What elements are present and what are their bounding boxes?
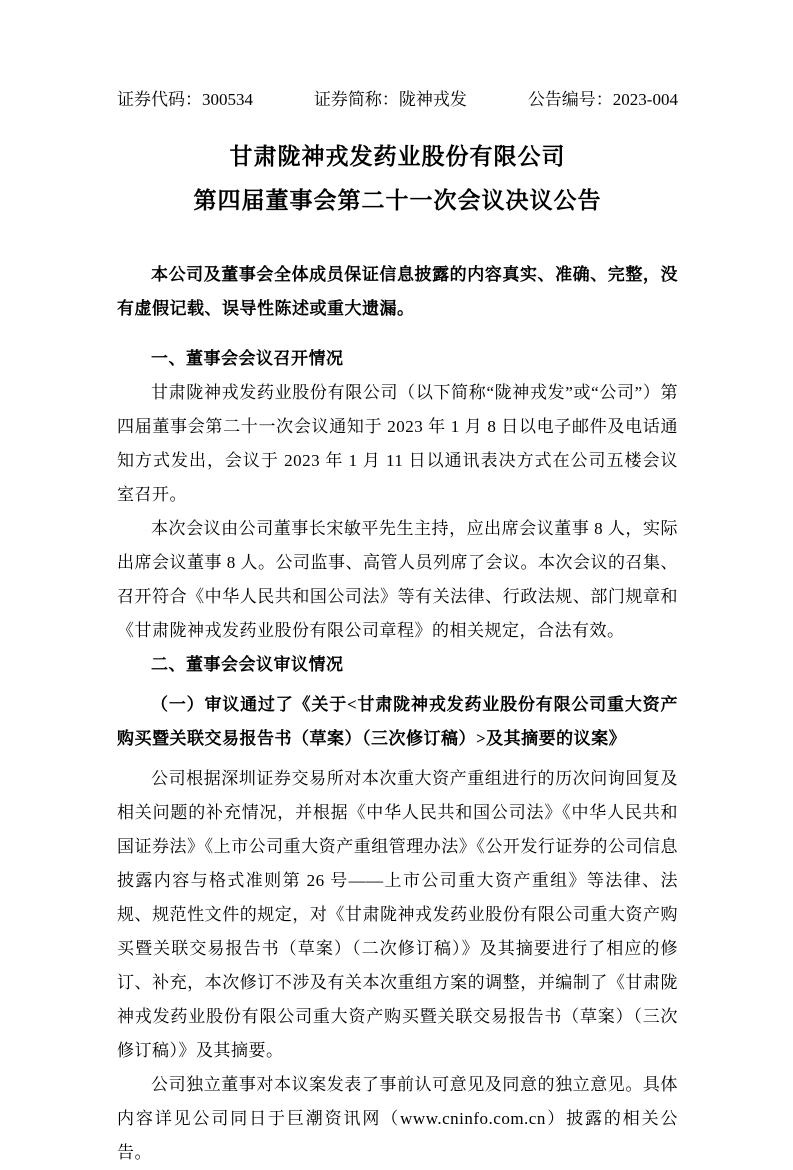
paragraph-meeting-notice: 甘肃陇神戎发药业股份有限公司（以下简称“陇神戎发”或“公司”）第四届董事会第二十一次会议通知于 2023 年 1 月 8 日以电子邮件及电话通知方式发出，会议于 2023 年 1 月 11 日以通讯表决方式在公司五楼会议室召开。	[117, 383, 678, 504]
section-heading-meeting-convening: 一、董事会会议召开情况	[151, 349, 344, 368]
stock-code-label: 证券代码：300534	[117, 90, 253, 109]
disclosure-statement: 本公司及董事会全体成员保证信息披露的内容真实、准确、完整，没有虚假记载、误导性陈述或重大遗漏。	[117, 265, 678, 318]
subheading-resolution-item-1: （一）审议通过了《关于<甘肃陇神戎发药业股份有限公司重大资产购买暨关联交易报告书（草案）（三次修订稿）>及其摘要的议案》	[117, 695, 678, 748]
paragraph-independent-directors-opinion: 公司独立董事对本议案发表了事前认可意见及同意的独立意见。具体内容详见公司同日于巨潮资讯网（www.cninfo.com.cn）披露的相关公告。	[117, 1075, 678, 1162]
meeting-resolution-title: 第四届董事会第二十一次会议决议公告	[193, 188, 602, 213]
paragraph-meeting-attendance: 本次会议由公司董事长宋敏平先生主持，应出席会议董事 8 人，实际出席会议董事 8 人。公司监事、高管人员列席了会议。本次会议的召集、召开符合《中华人民共和国公司法》等有关法律、行政法规、部门规章和《甘肃陇神戎发药业股份有限公司章程》的相关规定，合法有效。	[117, 519, 678, 640]
company-name-title: 甘肃陇神戎发药业股份有限公司	[229, 144, 566, 169]
announcement-number-label: 公告编号：2023-004	[527, 90, 678, 109]
document-header	[117, 88, 678, 112]
section-heading-deliberation: 二、董事会会议审议情况	[151, 655, 344, 674]
paragraph-report-revision: 公司根据深圳证券交易所对本次重大资产重组进行的历次问询回复及相关问题的补充情况，并根据《中华人民共和国公司法》《中华人民共和国证券法》《上市公司重大资产重组管理办法》《公开发行证券的公司信息披露内容与格式准则第 26 号——上市公司重大资产重组》等法律、法规、规范性文件的规定，对《甘肃陇神戎发药业股份有限公司重大资产购买暨关联交易报告书（草案）（二次修订稿）》及其摘要进行了相应的修订、补充，本次修订不涉及有关本次重组方案的调整，并编制了《甘肃陇神戎发药业股份有限公司重大资产购买暨关联交易报告书（草案）（三次修订稿）》及其摘要。	[117, 769, 678, 1060]
stock-name-label: 证券简称：陇神戎发	[313, 90, 467, 109]
